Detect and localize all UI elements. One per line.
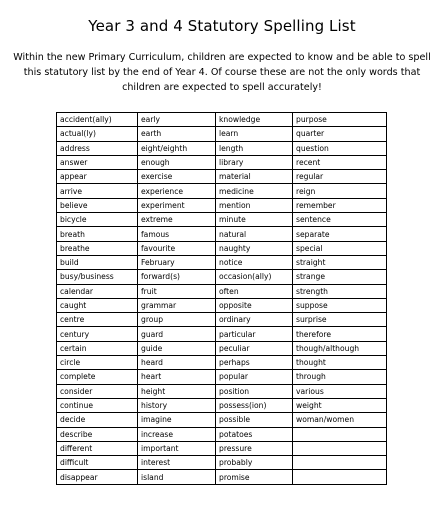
- spelling-word-cell: group: [138, 313, 216, 327]
- spelling-word-cell: perhaps: [216, 356, 293, 370]
- spelling-word-cell: different: [57, 441, 138, 455]
- spelling-word-cell: continue: [57, 398, 138, 412]
- spelling-word-cell: natural: [216, 227, 293, 241]
- spelling-word-cell: increase: [138, 427, 216, 441]
- spelling-word-cell: century: [57, 327, 138, 341]
- spelling-word-cell: strength: [293, 284, 387, 298]
- spelling-word-cell: earth: [138, 127, 216, 141]
- spelling-word-cell: experiment: [138, 198, 216, 212]
- table-row: [57, 370, 387, 384]
- spelling-word-cell: special: [293, 241, 387, 255]
- spelling-word-cell: straight: [293, 255, 387, 269]
- spelling-word-cell: believe: [57, 198, 138, 212]
- spelling-word-cell: possess(ion): [216, 398, 293, 412]
- table-row: [57, 441, 387, 455]
- spelling-word-cell: early: [138, 113, 216, 127]
- spelling-word-cell: purpose: [293, 113, 387, 127]
- spelling-word-cell: favourite: [138, 241, 216, 255]
- table-row: [57, 241, 387, 255]
- spelling-word-cell: [293, 427, 387, 441]
- spelling-word-cell: length: [216, 141, 293, 155]
- spelling-word-cell: weight: [293, 398, 387, 412]
- table-row: [57, 198, 387, 212]
- spelling-word-cell: recent: [293, 155, 387, 169]
- spelling-word-cell: island: [138, 470, 216, 484]
- spelling-word-cell: important: [138, 441, 216, 455]
- spelling-word-cell: library: [216, 155, 293, 169]
- spelling-word-cell: probably: [216, 456, 293, 470]
- spelling-word-cell: exercise: [138, 170, 216, 184]
- spelling-word-cell: circle: [57, 356, 138, 370]
- spelling-word-cell: particular: [216, 327, 293, 341]
- spelling-word-cell: naughty: [216, 241, 293, 255]
- table-row: [57, 398, 387, 412]
- spelling-word-cell: woman/women: [293, 413, 387, 427]
- spelling-word-cell: heard: [138, 356, 216, 370]
- spelling-word-cell: notice: [216, 255, 293, 269]
- table-row: [57, 255, 387, 269]
- spelling-word-cell: therefore: [293, 327, 387, 341]
- spelling-word-cell: material: [216, 170, 293, 184]
- spelling-word-cell: potatoes: [216, 427, 293, 441]
- spelling-word-cell: separate: [293, 227, 387, 241]
- table-row: [57, 155, 387, 169]
- spelling-word-cell: bicycle: [57, 213, 138, 227]
- table-row: [57, 470, 387, 484]
- spelling-word-cell: suppose: [293, 298, 387, 312]
- spelling-word-cell: ordinary: [216, 313, 293, 327]
- spelling-word-cell: various: [293, 384, 387, 398]
- spelling-word-cell: extreme: [138, 213, 216, 227]
- spelling-word-cell: build: [57, 255, 138, 269]
- table-row: [57, 170, 387, 184]
- spelling-word-cell: describe: [57, 427, 138, 441]
- table-row: [57, 298, 387, 312]
- table-row: [57, 141, 387, 155]
- spelling-word-cell: knowledge: [216, 113, 293, 127]
- spelling-word-cell: peculiar: [216, 341, 293, 355]
- table-row: [57, 413, 387, 427]
- page-title: Year 3 and 4 Statutory Spelling List: [88, 17, 356, 35]
- spelling-word-cell: mention: [216, 198, 293, 212]
- spelling-word-cell: possible: [216, 413, 293, 427]
- spelling-word-cell: caught: [57, 298, 138, 312]
- table-row: [57, 427, 387, 441]
- spelling-word-cell: disappear: [57, 470, 138, 484]
- spelling-word-cell: breath: [57, 227, 138, 241]
- spelling-word-cell: surprise: [293, 313, 387, 327]
- spelling-word-cell: opposite: [216, 298, 293, 312]
- table-row: [57, 356, 387, 370]
- spelling-word-cell: position: [216, 384, 293, 398]
- spelling-word-cell: thought: [293, 356, 387, 370]
- spelling-word-cell: actual(ly): [57, 127, 138, 141]
- spelling-word-cell: history: [138, 398, 216, 412]
- table-row: [57, 127, 387, 141]
- spelling-word-cell: pressure: [216, 441, 293, 455]
- spelling-word-cell: famous: [138, 227, 216, 241]
- table-row: [57, 270, 387, 284]
- table-row: [57, 227, 387, 241]
- spelling-word-cell: height: [138, 384, 216, 398]
- table-row: [57, 327, 387, 341]
- spelling-word-cell: February: [138, 255, 216, 269]
- spelling-word-cell: complete: [57, 370, 138, 384]
- spelling-word-cell: decide: [57, 413, 138, 427]
- intro-paragraph: Within the new Primary Curriculum, children are expected to know and be able to spell this statutory list by the end of Year 4. Of course these are not the only words that children are expected to spell accurately!: [13, 52, 431, 93]
- spelling-word-cell: sentence: [293, 213, 387, 227]
- spelling-word-cell: consider: [57, 384, 138, 398]
- spelling-word-cell: eight/eighth: [138, 141, 216, 155]
- spelling-word-cell: answer: [57, 155, 138, 169]
- spelling-table: [56, 112, 387, 485]
- spelling-word-cell: [293, 456, 387, 470]
- spelling-table-body: [57, 113, 387, 485]
- spelling-word-cell: experience: [138, 184, 216, 198]
- spelling-word-cell: quarter: [293, 127, 387, 141]
- spelling-word-cell: arrive: [57, 184, 138, 198]
- table-row: [57, 184, 387, 198]
- spelling-word-cell: accident(ally): [57, 113, 138, 127]
- spelling-word-cell: minute: [216, 213, 293, 227]
- table-row: [57, 213, 387, 227]
- spelling-word-cell: calendar: [57, 284, 138, 298]
- spelling-word-cell: centre: [57, 313, 138, 327]
- table-row: [57, 384, 387, 398]
- spelling-word-cell: [293, 470, 387, 484]
- table-row: [57, 313, 387, 327]
- spelling-word-cell: enough: [138, 155, 216, 169]
- table-row: [57, 284, 387, 298]
- spelling-word-cell: through: [293, 370, 387, 384]
- spelling-word-cell: reign: [293, 184, 387, 198]
- table-row: [57, 456, 387, 470]
- spelling-word-cell: question: [293, 141, 387, 155]
- table-row: [57, 113, 387, 127]
- spelling-word-cell: learn: [216, 127, 293, 141]
- spelling-word-cell: regular: [293, 170, 387, 184]
- spelling-word-cell: address: [57, 141, 138, 155]
- spelling-word-cell: occasion(ally): [216, 270, 293, 284]
- spelling-word-cell: fruit: [138, 284, 216, 298]
- spelling-word-cell: guide: [138, 341, 216, 355]
- spelling-word-cell: heart: [138, 370, 216, 384]
- spelling-word-cell: forward(s): [138, 270, 216, 284]
- spelling-word-cell: imagine: [138, 413, 216, 427]
- spelling-word-cell: busy/business: [57, 270, 138, 284]
- spelling-word-cell: grammar: [138, 298, 216, 312]
- spelling-word-cell: remember: [293, 198, 387, 212]
- spelling-word-cell: often: [216, 284, 293, 298]
- table-row: [57, 341, 387, 355]
- spelling-word-cell: difficult: [57, 456, 138, 470]
- spelling-word-cell: popular: [216, 370, 293, 384]
- spelling-word-cell: though/although: [293, 341, 387, 355]
- spelling-word-cell: promise: [216, 470, 293, 484]
- spelling-word-cell: [293, 441, 387, 455]
- spelling-word-cell: medicine: [216, 184, 293, 198]
- spelling-word-cell: guard: [138, 327, 216, 341]
- spelling-word-cell: breathe: [57, 241, 138, 255]
- spelling-word-cell: strange: [293, 270, 387, 284]
- spelling-word-cell: certain: [57, 341, 138, 355]
- spelling-word-cell: appear: [57, 170, 138, 184]
- spelling-word-cell: interest: [138, 456, 216, 470]
